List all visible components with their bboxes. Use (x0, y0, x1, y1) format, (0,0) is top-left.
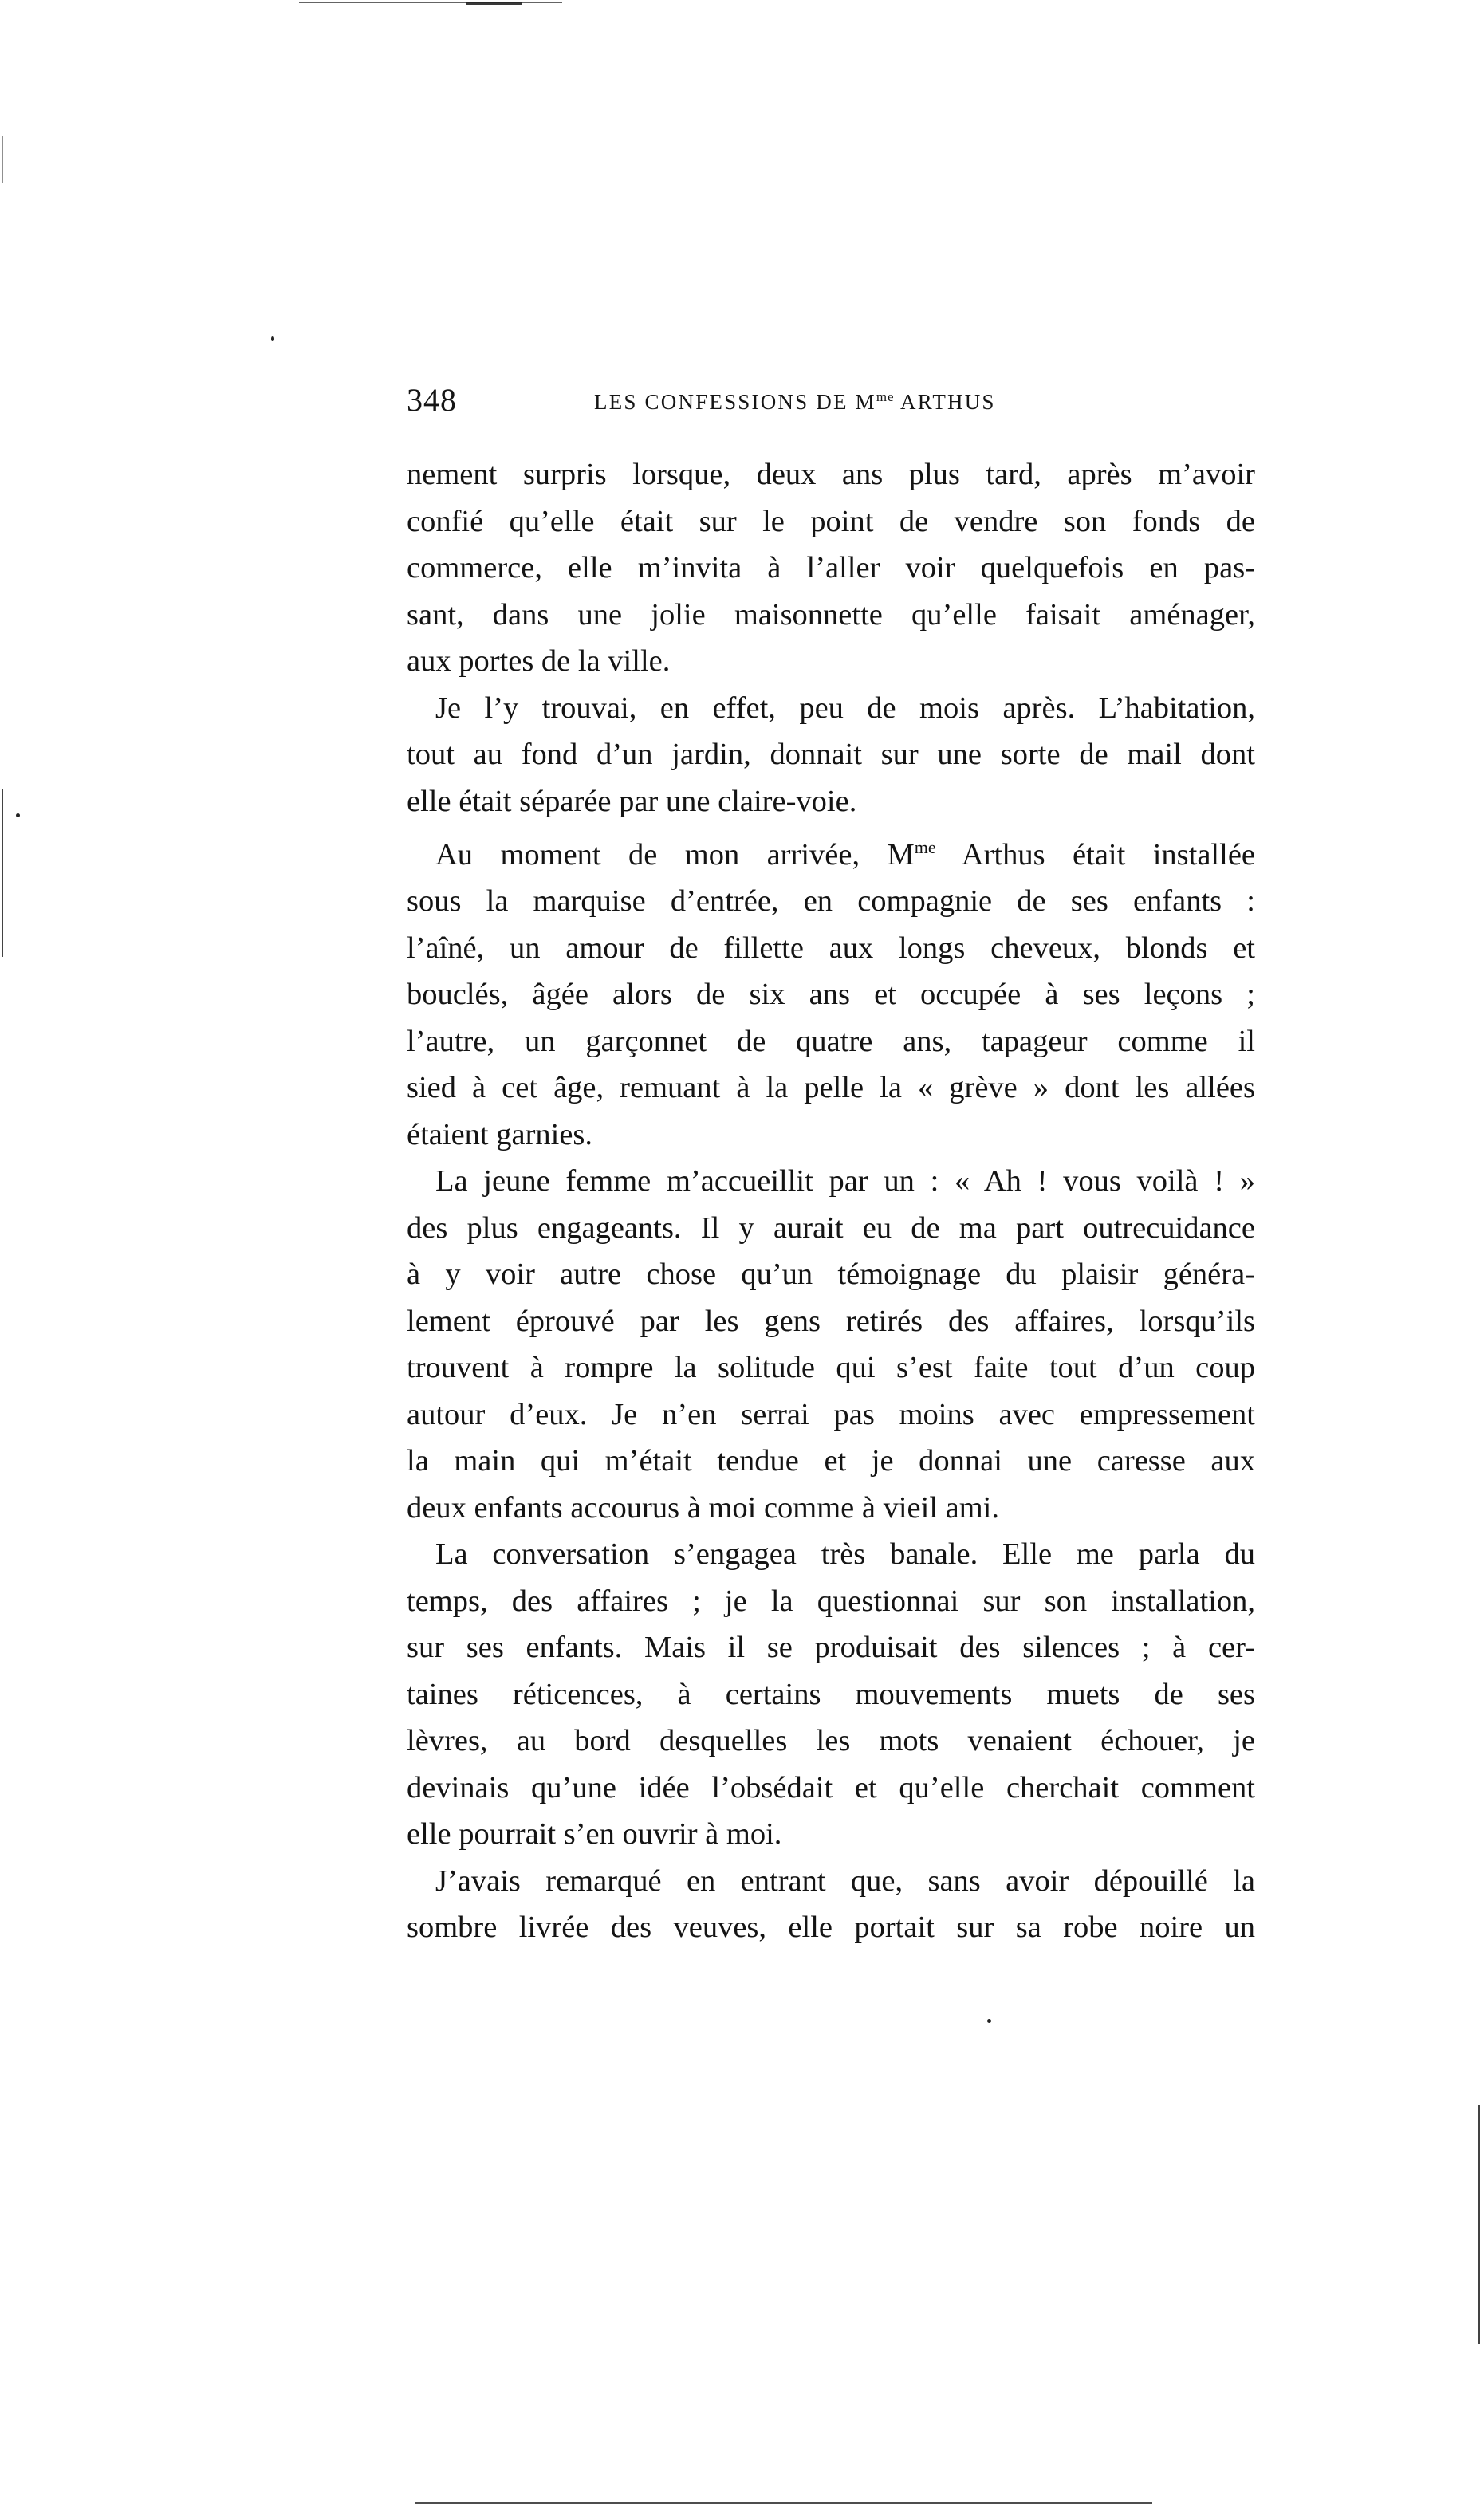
paragraph (407, 1858, 1255, 1951)
scan-speck (16, 813, 20, 817)
scan-edge-line-top (466, 2, 522, 5)
text-line: elle pourrait s’en ouvrir à moi. (407, 1817, 782, 1852)
paragraph (407, 685, 1255, 825)
text-line: Au moment de mon arrivée, $M^{me}$ Arthus était installée (435, 837, 1255, 872)
running-title-suffix: ARTHUS (894, 390, 996, 414)
text-line: aux portes de la ville. (407, 644, 671, 678)
text-line: taines réticences, à certains mouvements muets de ses (407, 1677, 1255, 1711)
page-number: 348 (407, 382, 457, 418)
scan-speck (271, 336, 274, 341)
scan-margin-line-left (2, 136, 3, 183)
text-line: des plus engageants. Il y aurait eu de ma part outrecuidance (407, 1210, 1255, 1245)
text-line: commerce, elle m’invita à l’aller voir quelquefois en pas- (407, 551, 1255, 584)
text-line: La jeune femme m’accueillit par un : « Ah ! vous voilà ! » (435, 1164, 1255, 1198)
scan-speck (987, 2019, 991, 2023)
text-line: étaient garnies. (407, 1117, 593, 1151)
scan-margin-line-left (2, 789, 3, 957)
text-line: elle était séparée par une claire-voie. (407, 784, 857, 818)
text-line: Je l’y trouvai, en effet, peu de mois après. L’habitation, (435, 691, 1255, 725)
text-line: La conversation s’engagea très banale. Elle me parla du (435, 1537, 1255, 1572)
paragraph (407, 825, 1255, 1158)
text-line: à y voir autre chose qu’un témoignage du plaisir généra- (407, 1257, 1255, 1292)
text-line: sant, dans une jolie maisonnette qu’elle faisait aménager, (407, 597, 1255, 632)
body-text (407, 451, 1255, 1951)
running-head (407, 381, 1252, 429)
text-line: l’aîné, un amour de fillette aux longs cheveux, blonds et (407, 931, 1255, 965)
text-line: deux enfants accourus à moi comme à vieil ami. (407, 1490, 1000, 1525)
text-line: sied à cet âge, remuant à la pelle la « grève » dont les allées (407, 1071, 1255, 1105)
text-line: sous la marquise d’entrée, en compagnie de ses enfants : (407, 884, 1255, 919)
text-line: sombre livrée des veuves, elle portait sur sa robe noire un (407, 1911, 1255, 1945)
text-line: bouclés, âgée alors de six ans et occupée à ses leçons ; (407, 978, 1255, 1012)
text-line: confié qu’elle était sur le point de vendre son fonds de (407, 504, 1255, 538)
paragraph (407, 451, 1255, 685)
text-line: temps, des affaires ; je la questionnai sur son installation, (407, 1584, 1255, 1618)
text-line: la main qui m’était tendue et je donnai une caresse aux (407, 1444, 1255, 1478)
text-line: sur ses enfants. Mais il se produisait des silences ; à cer- (407, 1631, 1255, 1665)
scan-margin-line-right (1478, 2105, 1480, 2344)
superscript: me (914, 837, 936, 857)
text-line: trouvent à rompre la solitude qui s’est faite tout d’un coup (407, 1351, 1255, 1385)
paragraph (407, 1531, 1255, 1858)
text-line: tout au fond d’un jardin, donnait sur une sorte de mail dont (407, 738, 1255, 771)
text-line: J’avais remarqué en entrant que, sans avoir dépouillé la (435, 1864, 1255, 1898)
text-line: l’autre, un garçonnet de quatre ans, tapageur comme il (407, 1024, 1255, 1058)
text-line: autour d’eux. Je n’en serrai pas moins avec empressement (407, 1397, 1255, 1431)
scan-edge-line-bottom (415, 2502, 1152, 2504)
running-title-prefix: LES CONFESSIONS DE M (594, 390, 876, 414)
paragraph (407, 1158, 1255, 1531)
text-line: devinais qu’une idée l’obsédait et qu’elle cherchait comment (407, 1770, 1255, 1804)
text-line: nement surpris lorsque, deux ans plus tard, après m’avoir (407, 458, 1255, 491)
text-line: lement éprouvé par les gens retirés des affaires, lorsqu’ils (407, 1304, 1255, 1338)
text-line: lèvres, au bord desquelles les mots venaient échouer, je (407, 1724, 1255, 1758)
running-title-superscript: me (876, 389, 895, 404)
scan-edge-line-top (299, 2, 562, 3)
running-title (594, 389, 996, 415)
